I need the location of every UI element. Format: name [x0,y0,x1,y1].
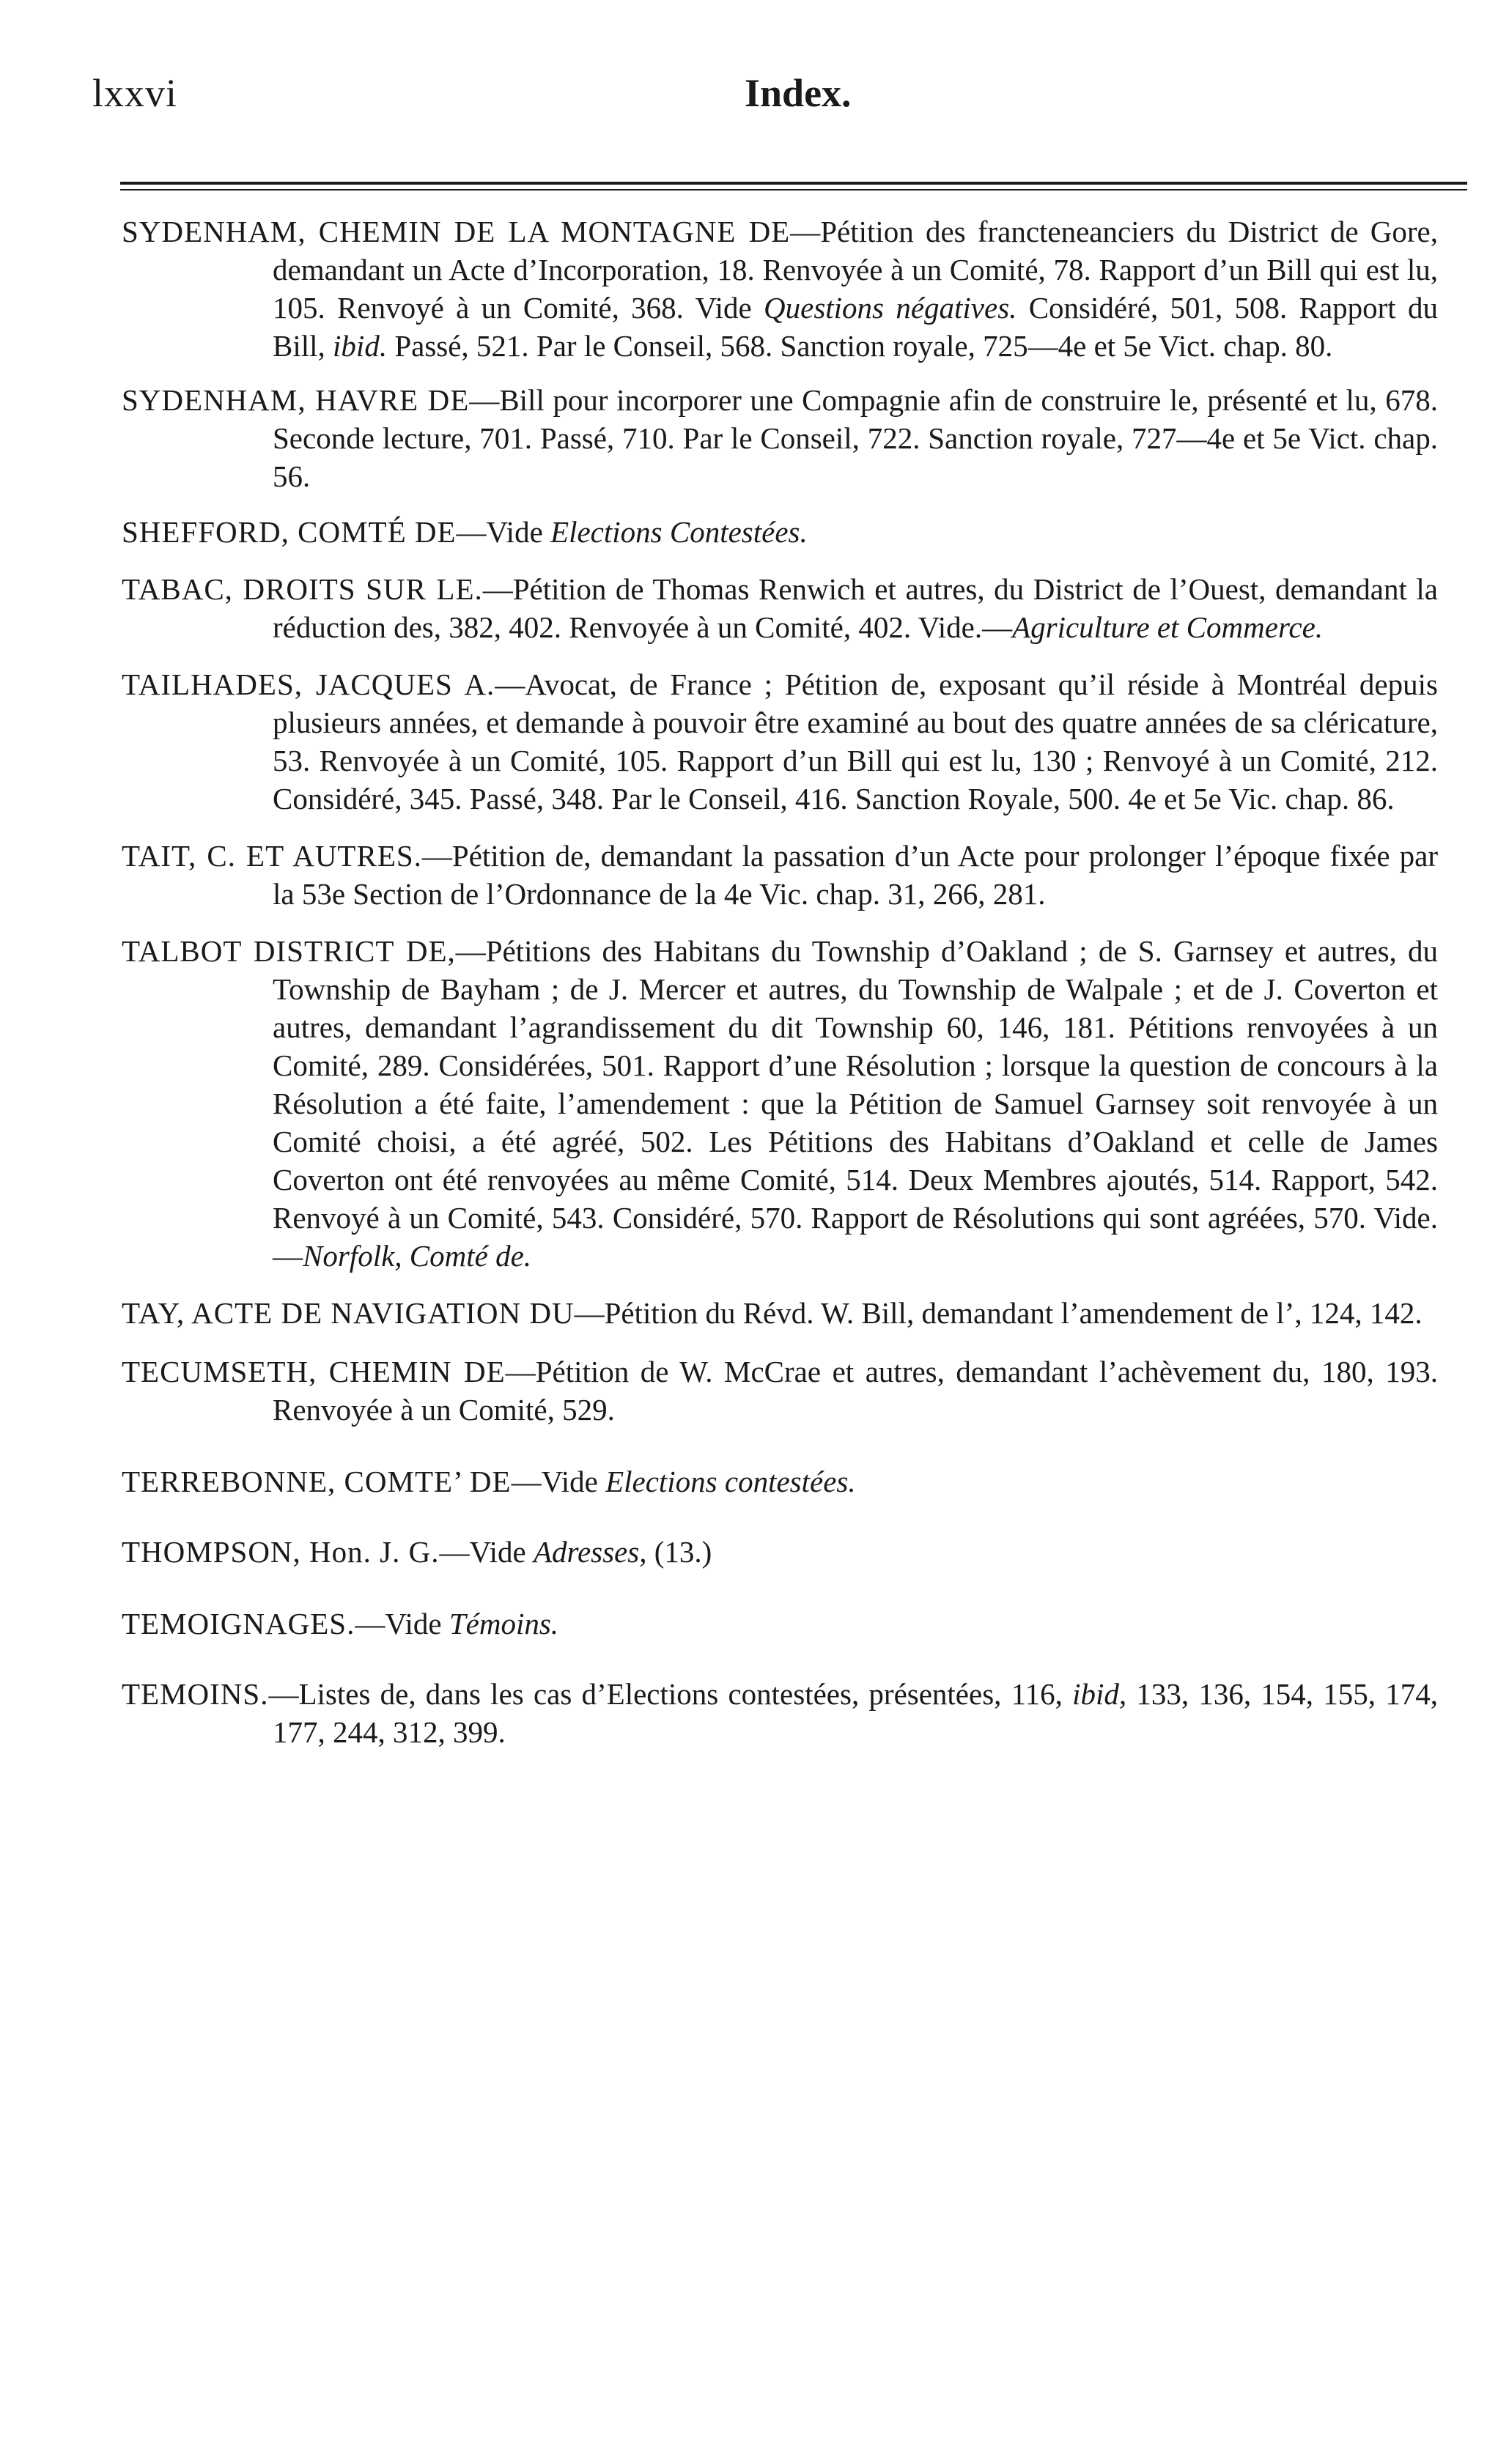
entry-text: Passé, 521. Par le Conseil, 568. Sanction royale, 725—4e et 5e Vict. chap. 80. [387,329,1333,363]
index-entry [122,1294,1438,1332]
entry-text: 133, 136, 154, 155, 174, 177, 244, 312, 399. [273,1677,1439,1749]
running-title: Index. [745,71,852,115]
index-entry [122,1462,1438,1501]
entry-text: —Pétitions des Habitans du Township d’Oakland ; de S. Garnsey et autres, du Township de Bayham ; de J. Mercer et autres, du Township de Walpale ; et de J. Coverton et autres, demandant l’agrandissement du dit Township 60, 146, 181. Pétitions renvoyées à un Comité, 289. Considérées, 501. Rapport d’une Résolution ; lorsque la question de concours à la Résolution a été faite, l’amendement : que la Pétition de Samuel Garnsey soit renvoyée à un Comité choisi, a été agréé, 502. Les Pétitions des Habitans d’Oakland et celle de James Coverton ont été renvoyées au même Comité, 514. Deux Membres ajoutés, 514. Rapport, 542. Renvoyé à un Comité, 543. Considéré, 570. Rapport de Résolutions qui sont agréées, 570. Vide.— [273,934,1438,1273]
entry-text: —Avocat, de France ; Pétition de, exposant qu’il réside à Montréal depuis plusieurs années, et demande à pouvoir être examiné au bout des quatre années de sa cléricature, 53. Renvoyée à un Comité, 105. Rapport d’un Bill qui est lu, 130 ; Renvoyé à un Comité, 212. Considéré, 345. Passé, 348. Par le Conseil, 416. Sanction Royale, 500. 4e et 5e Vic. chap. 86. [273,667,1438,815]
index-entry [122,932,1438,1275]
entry-heading: SYDENHAM, CHEMIN DE LA MONTAGNE DE [122,215,791,248]
entry-cross-reference: ibid. [333,329,388,363]
entry-text: —Pétition du Révd. W. Bill, demandant l’amendement de l’, 124, 142. [574,1296,1423,1330]
entry-heading: THOMPSON, Hon. J. G. [122,1535,440,1569]
entry-heading: TALBOT DISTRICT DE, [122,934,456,968]
entry-cross-reference: Elections Contestées. [550,515,808,549]
header-rule-thick [120,182,1467,185]
entry-cross-reference: Adresses, [533,1535,647,1569]
entry-text: Considéré, 501, 508. Rapport du Bill, [273,291,1438,363]
entry-cross-reference: Agriculture et Commerce. [1012,610,1324,644]
entry-text: —Pétition des francteneanciers du District de Gore, demandant un Acte d’Incorporation, 18. Renvoyée à un Comité, 78. Rapport d’un Bill qui est lu, 105. Renvoyé à un Comité, 368. Vide [273,215,1439,325]
entry-text: —Pétition de W. McCrae et autres, demandant l’achèvement du, 180, 193. Renvoyée à un Comité, 529. [273,1355,1438,1427]
index-entry [122,570,1438,646]
index-entry [122,665,1438,818]
index-entry [122,1533,1438,1571]
index-entry [122,837,1438,913]
entry-text: —Pétition de, demandant la passation d’un Acte pour prolonger l’époque fixée par la 53e Section de l’Ordonnance de la 4e Vic. chap. 31, 266, 281. [273,839,1438,911]
entry-cross-reference: Questions négatives. [764,291,1017,325]
index-entry [122,1675,1438,1751]
entry-text: —Bill pour incorporer une Compagnie afin de construire le, présenté et lu, 678. Seconde lecture, 701. Passé, 710. Par le Conseil, 722. Sanction royale, 727—4e et 5e Vict. chap. 56. [273,383,1438,493]
entry-text: —Vide [456,515,551,549]
entry-heading: TAIT, C. ET AUTRES. [122,839,422,873]
entry-heading: TABAC, DROITS SUR LE. [122,572,483,606]
entry-heading: TAY, ACTE DE NAVIGATION DU [122,1296,575,1330]
entry-text: —Pétition de Thomas Renwich et autres, du District de l’Ouest, demandant la réduction des, 382, 402. Renvoyée à un Comité, 402. Vide.— [273,572,1438,644]
index-entry [122,381,1438,495]
index-entries [122,212,1438,1751]
entry-cross-reference: ibid, [1072,1677,1127,1711]
entry-text: —Vide [439,1535,534,1569]
page-header [92,70,1441,122]
entry-heading: SYDENHAM, HAVRE DE [122,383,470,417]
entry-cross-reference: Norfolk, Comté de. [303,1239,532,1273]
entry-text: (13.) [646,1535,712,1569]
index-entry [122,1353,1438,1429]
index-entry [122,513,1438,551]
entry-heading: TAILHADES, JACQUES A. [122,667,495,701]
entry-heading: TEMOIGNAGES. [122,1607,355,1640]
index-entry [122,1605,1438,1643]
index-entry [122,212,1438,365]
entry-heading: TEMOINS. [122,1677,269,1711]
entry-text: —Vide [355,1607,449,1640]
page-number: lxxvi [92,71,178,115]
entry-cross-reference: Elections contestées. [605,1465,856,1498]
entry-cross-reference: Témoins. [449,1607,559,1640]
entry-heading: SHEFFORD, COMTÉ DE [122,515,457,549]
header-rule-thin [120,189,1467,190]
entry-heading: TERREBONNE, COMTE’ DE [122,1465,512,1498]
entry-text: —Vide [511,1465,606,1498]
entry-text: —Listes de, dans les cas d’Elections contestées, présentées, 116, [268,1677,1073,1711]
entry-heading: TECUMSETH, CHEMIN DE [122,1355,506,1388]
